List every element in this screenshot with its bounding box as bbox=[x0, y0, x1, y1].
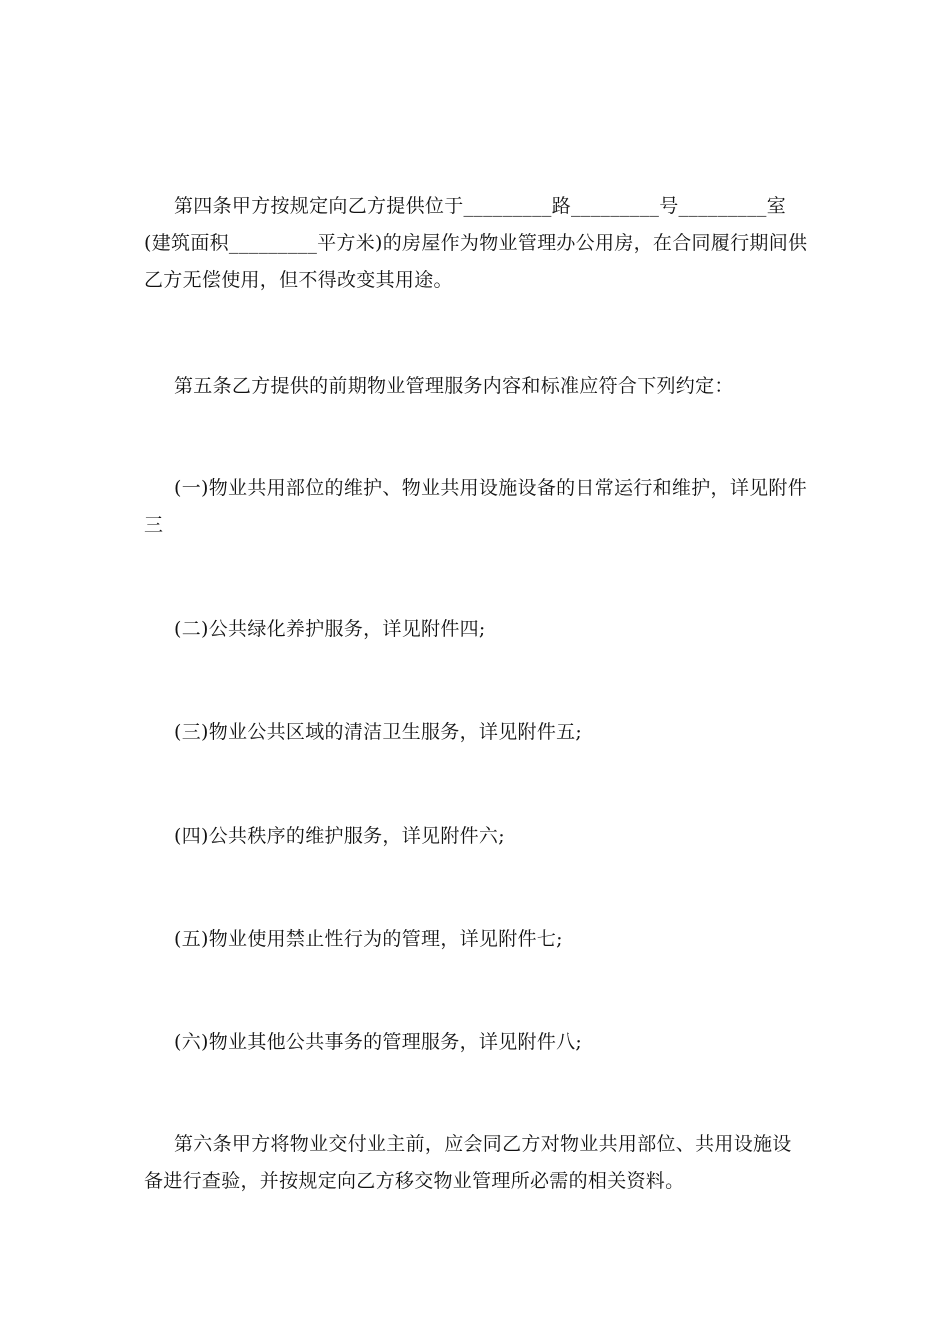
paragraph-article-6: 第六条甲方将物业交付业主前，应会同乙方对物业共用部位、共用设施设备进行查验，并按规定向乙方移交物业管理所必需的相关资料。 bbox=[144, 1133, 792, 1192]
paragraph-article-5: 第五条乙方提供的前期物业管理服务内容和标准应符合下列约定： bbox=[174, 375, 734, 397]
paragraph-item-2: (二)公共绿化养护服务，详见附件四; bbox=[174, 618, 486, 640]
paragraph-article-4: 第四条甲方按规定向乙方提供位于_________路_________号_________室(建筑面积_________平方米)的房屋作为物业管理办公用房，在合同履行期间供乙方无偿使用，但不得改变其用途。 bbox=[144, 195, 808, 291]
paragraph-item-4: (四)公共秩序的维护服务，详见附件六; bbox=[174, 825, 505, 847]
paragraph-item-1: (一)物业共用部位的维护、物业共用设施设备的日常运行和维护，详见附件三 bbox=[144, 477, 808, 536]
paragraph-item-6: (六)物业其他公共事务的管理服务，详见附件八; bbox=[174, 1031, 583, 1053]
paragraph-item-5: (五)物业使用禁止性行为的管理，详见附件七; bbox=[174, 928, 563, 950]
paragraph-item-3: (三)物业公共区域的清洁卫生服务，详见附件五; bbox=[174, 721, 583, 743]
